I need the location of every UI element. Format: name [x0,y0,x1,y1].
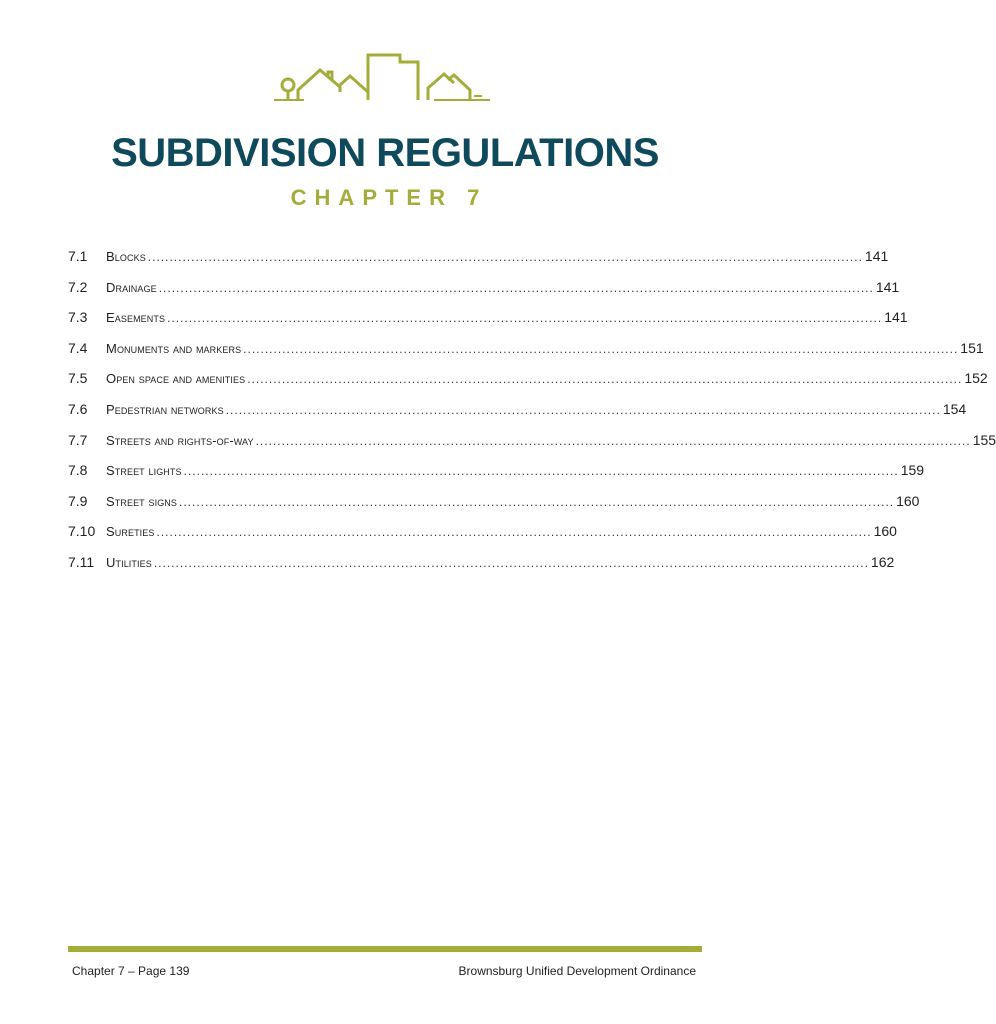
toc-item-label: utilities [106,554,152,570]
toc-item[interactable] [68,492,920,524]
toc-item-number: 7.3 [68,309,88,326]
toc-item[interactable] [68,553,895,585]
toc-item-page: 141 [864,248,889,264]
toc-item[interactable] [68,370,988,401]
toc-item-page: 141 [875,278,900,295]
toc-item-number: 7.10 [68,523,96,540]
toc-item-label: street signs [106,493,177,509]
toc-item-number: 7.7 [68,431,88,448]
toc-item-label: easements [106,310,166,326]
toc-item-label: sureties [106,524,155,540]
toc-item-label: monuments and markers [106,340,242,356]
toc-item-label: open space and amenities [106,371,246,387]
toc-item[interactable] [68,431,996,463]
chapter-heading: CHAPTER 7 [290,185,488,210]
toc-item-page: 152 [964,370,988,387]
toc-item-page: 151 [960,339,984,356]
toc-leader-dots: ..................................................................................................................................................................... [167,311,883,326]
page-title: SUBDIVISION REGULATIONS [111,131,659,175]
toc-leader-dots: ..................................................................................................................................................................... [158,280,874,295]
toc-item[interactable] [68,462,925,493]
footer-document-title: Brownsburg Unified Development Ordinance [458,964,696,978]
toc-item-label: street lights [106,463,182,479]
toc-item-label: pedestrian networks [106,401,224,417]
toc-item-number: 7.5 [68,370,88,387]
toc-leader-dots: ..................................................................................................................................................................... [179,494,895,509]
toc-leader-dots: ..................................................................................................................................................................... [247,372,963,387]
toc-item-label: blocks [106,249,146,264]
toc-item-label: streets and rights-of-way [106,432,254,448]
footer-page-label: Chapter 7 – Page 139 [72,964,190,978]
toc-item-number: 7.6 [68,400,88,417]
toc-item-number: 7.4 [68,339,88,356]
toc-leader-dots: ..................................................................................................................................................................... [225,402,941,417]
toc-item-number: 7.2 [68,278,88,295]
toc-leader-dots: ..................................................................................................................................................................... [243,341,959,356]
toc-item-page: 159 [900,462,925,479]
toc-leader-dots: ..................................................................................................................................................................... [153,555,869,570]
toc-item-page: 141 [884,309,908,326]
table-of-contents [68,248,996,585]
toc-item-page: 155 [972,431,996,448]
toc-item-page: 160 [896,492,920,509]
toc-item-number: 7.1 [68,248,88,264]
toc-leader-dots: ..................................................................................................................................................................... [183,464,899,479]
toc-item-label: drainage [106,279,157,295]
toc-leader-dots: ..................................................................................................................................................................... [156,525,872,540]
toc-item[interactable] [68,523,897,554]
toc-item[interactable] [68,309,908,340]
houses-skyline-icon [268,50,496,106]
toc-leader-dots: ..................................................................................................................................................................... [255,433,971,448]
toc-item[interactable] [68,400,967,432]
toc-item-page: 154 [942,400,967,417]
footer-divider [68,946,702,952]
toc-item-number: 7.8 [68,462,88,479]
toc-item-number: 7.11 [68,553,95,570]
toc-item[interactable] [68,248,889,279]
toc-item[interactable] [68,278,900,310]
toc-item-page: 160 [873,523,897,540]
toc-leader-dots: ..................................................................................................................................................................... [147,250,863,264]
toc-item[interactable] [68,339,984,371]
toc-item-number: 7.9 [68,492,88,509]
toc-item-page: 162 [870,553,895,570]
